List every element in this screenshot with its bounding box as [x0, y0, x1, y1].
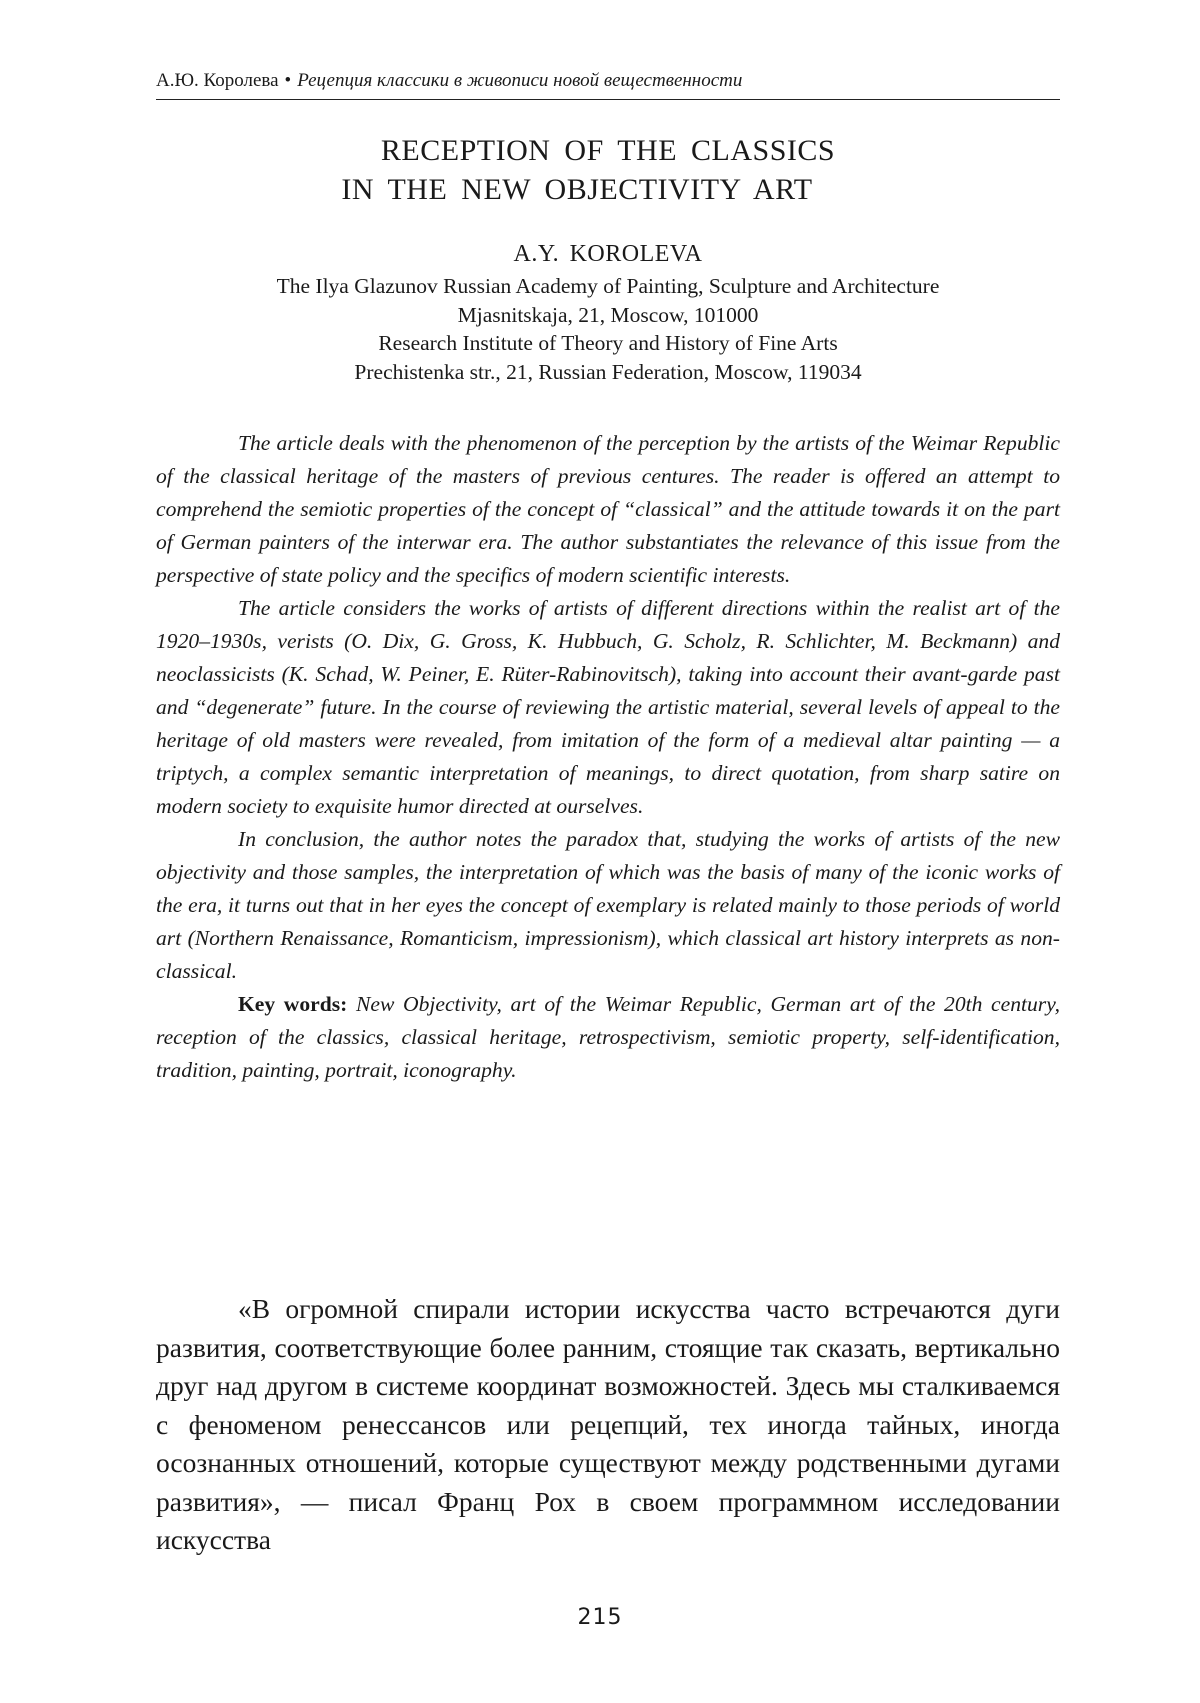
keywords — [156, 988, 1060, 1087]
article-title-line-1: RECEPTION OF THE CLASSICS — [380, 134, 836, 167]
running-head-separator: • — [284, 70, 292, 91]
article-author: A.Y. KOROLEVA — [513, 241, 703, 267]
article-title-line-2: IN THE NEW OBJECTIVITY ART — [341, 173, 813, 206]
article-title — [156, 131, 1060, 209]
page-number: 215 — [577, 1605, 623, 1630]
keywords-text: New Objectivity, art of the Weimar Republic, German art of the 20th century, reception of the classics, classical heritage, retrospectivism, semiotic property, self-identification, tradition, painting, portrait, iconography. — [156, 992, 1060, 1082]
affiliations — [156, 272, 1060, 386]
abstract-paragraph: In conclusion, the author notes the paradox that, studying the works of artists of the new objectivity and those samples, the interpretation of which was the basis of many of the iconic works of the era, it turns out that in her eyes the concept of exemplary is related mainly to those periods of world art (Northern Renaissance, Romanticism, impressionism), which classical art history interprets as non-classical. — [156, 827, 1060, 983]
affiliation-line: Mjasnitskaja, 21, Moscow, 101000 — [457, 302, 759, 327]
body-text — [156, 1290, 1060, 1560]
abstract-paragraph: The article considers the works of artists of different directions within the realist art of the 1920–1930s, verists (O. Dix, G. Gross, K. Hubbuch, G. Scholz, R. Schlichter, M. Beckmann) and neoclassicists (K. Schad, W. Peiner, E. Rüter-Rabinovitsch), taking into account their avant-garde past and “degenerate” future. In the course of reviewing the artistic material, several levels of appeal to the heritage of old masters were revealed, from imitation of the form of a medieval altar painting — a triptych, a complex semantic interpretation of meanings, to direct quotation, from sharp satire on modern society to exquisite humor directed at ourselves. — [156, 596, 1060, 818]
affiliation-line: Research Institute of Theory and History of Fine Arts — [378, 331, 838, 355]
running-head-title: Рецепция классики в живописи новой вещественности — [297, 70, 743, 91]
abstract — [156, 427, 1060, 1087]
affiliation-line: Prechistenka str., 21, Russian Federation, Moscow, 119034 — [354, 359, 862, 384]
body-paragraph: «В огромной спирали истории искусства часто встречаются дуги развития, соответствующие более ранним, стоящие так сказать, вертикально друг над другом в системе координат возможностей. Здесь мы сталкиваемся с феноменом ренессансов или рецепций, тех иногда тайных, иногда осознанных отношений, которые существуют между родственными дугами развития», — писал Франц Рох в своем программном исследовании искусства — [156, 1293, 1060, 1555]
running-head-author: А.Ю. Королева — [156, 70, 279, 91]
keywords-label: Key words: — [238, 992, 348, 1016]
affiliation-line: The Ilya Glazunov Russian Academy of Painting, Sculpture and Architecture — [276, 274, 940, 298]
abstract-paragraph: The article deals with the phenomenon of the perception by the artists of the Weimar Republic of the classical heritage of the masters of previous centures. The reader is offered an attempt to comprehend the semiotic properties of the concept of “classical” and the attitude towards it on the part of German painters of the interwar era. The author substantiates the relevance of this issue from the perspective of state policy and the specifics of modern scientific interests. — [156, 431, 1060, 587]
running-head — [156, 68, 1060, 94]
header-rule — [156, 99, 1060, 100]
